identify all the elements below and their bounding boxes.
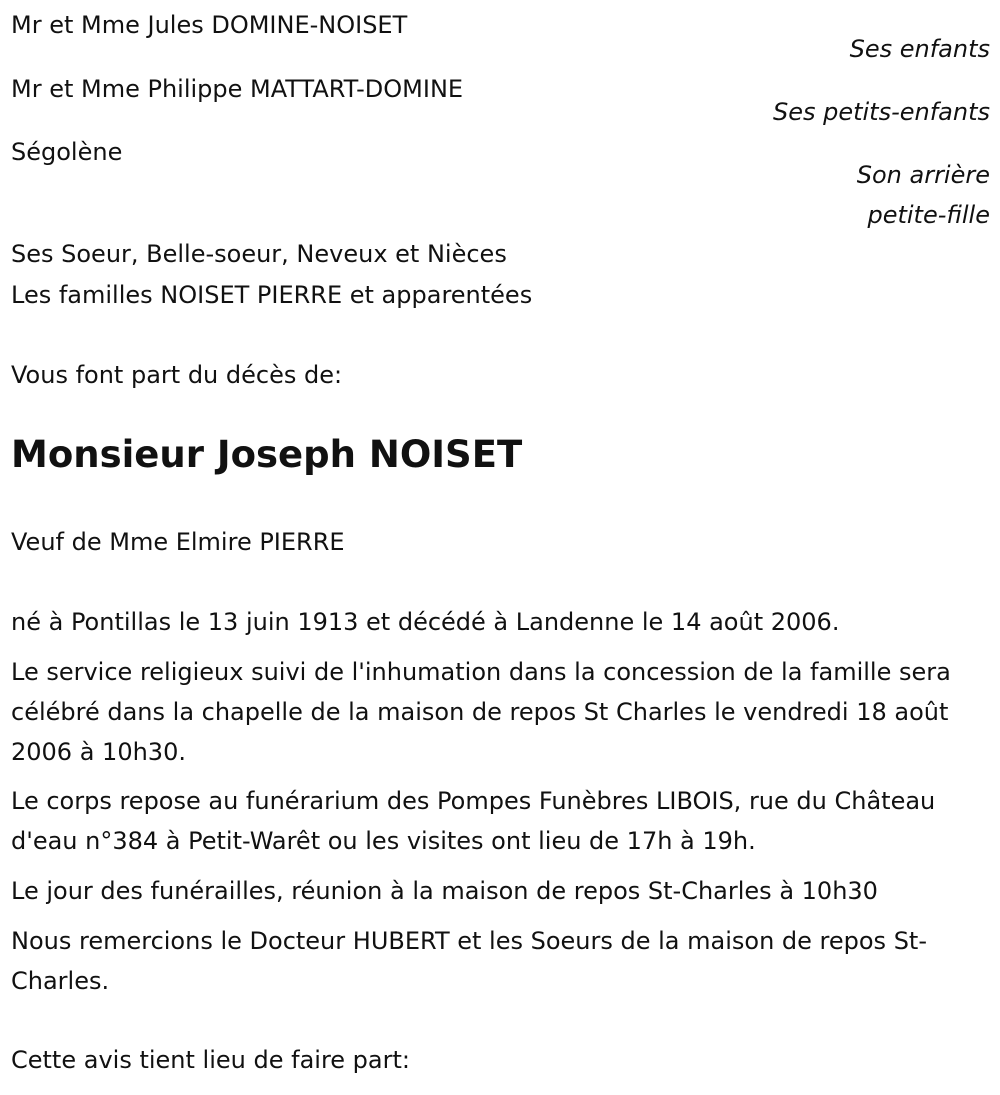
family-relation: Son arrière (856, 161, 990, 189)
service-text: Le service religieux suivi de l'inhumation dans la concession de la famille sera célébré dans la chapelle de la maison de repos St Charles le vendredi 18 août 2006 à 10h30. (11, 658, 951, 766)
family-relation: petite-fille (867, 201, 990, 229)
birth-death-text: né à Pontillas le 13 juin 1913 et décédé à Landenne le 14 août 2006. (11, 608, 840, 636)
family-relation: Ses petits-enfants (772, 98, 990, 126)
family-member-name: Mr et Mme Jules DOMINE-NOISET (11, 11, 408, 39)
thanks-text: Nous remercions le Docteur HUBERT et les Soeurs de la maison de repos St-Charles. (11, 927, 927, 995)
visitation-text: Le corps repose au funérarium des Pompes Funèbres LIBOIS, rue du Château d'eau n°384 à Petit-Warêt ou les visites ont lieu de 17h à 19h. (11, 787, 936, 855)
family-member-name: Mr et Mme Philippe MATTART-DOMINE (11, 75, 464, 103)
family-relation: Ses enfants (849, 35, 990, 63)
relatives-line: Ses Soeur, Belle-soeur, Neveux et Nièces (11, 240, 507, 268)
family-member-name: Ségolène (11, 138, 123, 166)
relatives-line: Les familles NOISET PIERRE et apparentées (11, 281, 533, 309)
meeting-text: Le jour des funérailles, réunion à la maison de repos St-Charles à 10h30 (11, 877, 878, 905)
closing-text: Cette avis tient lieu de faire part: (11, 1046, 410, 1074)
widower-of: Veuf de Mme Elmire PIERRE (11, 528, 345, 556)
announcement-text: Vous font part du décès de: (11, 361, 343, 389)
deceased-name: Monsieur Joseph NOISET (11, 433, 523, 476)
